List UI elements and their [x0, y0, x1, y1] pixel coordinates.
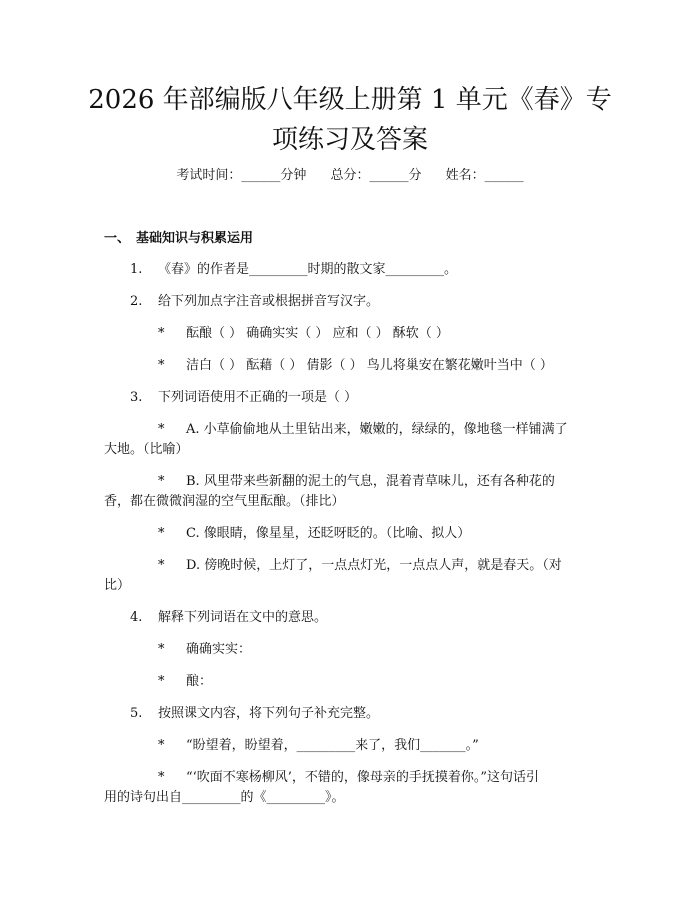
question-text: 下列词语使用不正确的一项是（ ） [158, 390, 358, 405]
question-text: 《春》的作者是_________时期的散文家_________。 [158, 262, 458, 277]
bullet-mark: * [158, 558, 165, 573]
bullet-item [158, 324, 449, 344]
question-number: 5. [130, 706, 143, 721]
question-3 [130, 388, 357, 408]
option-a-continued [104, 440, 189, 460]
bullet-text: 确确实实： [186, 642, 252, 657]
bullet-mark: * [158, 642, 165, 657]
question-1 [130, 260, 457, 280]
bullet-item [158, 356, 553, 376]
question-4 [130, 608, 327, 628]
option-text: B. 风里带来些新翻的泥土的气息，混着青草味儿，还有各种花的 [186, 474, 555, 489]
bullet-mark: * [158, 526, 165, 541]
bullet-item [158, 672, 212, 692]
bullet-item [158, 768, 539, 788]
bullet-item [158, 736, 479, 756]
option-text: C. 像眼睛，像星星，还眨呀眨的。（比喻、拟人） [186, 526, 471, 541]
bullet-text: 用的诗句出自_________的《_________》。 [104, 790, 345, 805]
bullet-mark: * [158, 738, 165, 753]
option-d [158, 556, 562, 576]
bullet-item-continued [104, 788, 345, 808]
exam-time: 考试时间：______分钟 [176, 168, 307, 183]
title-line-2: 项练习及答案 [271, 125, 428, 155]
bullet-text: 酿： [186, 674, 213, 689]
bullet-text: 酝酿（ ） 确确实实（ ） 应和（ ） 酥软（ ） [186, 326, 449, 341]
bullet-mark: * [158, 326, 165, 341]
option-d-continued [104, 576, 130, 596]
bullet-mark: * [158, 422, 165, 437]
option-b [158, 472, 555, 492]
exam-meta [0, 166, 700, 186]
question-text: 按照课文内容，将下列句子补充完整。 [158, 706, 380, 721]
bullet-mark: * [158, 770, 165, 785]
title-line-1: 2026 年部编版八年级上册第 1 单元《春》专 [88, 85, 612, 115]
section-heading [104, 229, 253, 249]
bullet-text: “‘吹面不寒杨柳风’，不错的，像母亲的手抚摸着你。”这句话引 [186, 770, 540, 785]
bullet-mark: * [158, 474, 165, 489]
option-text: A. 小草偷偷地从土里钻出来，嫩嫩的，绿绿的，像地毯一样铺满了 [186, 422, 568, 437]
bullet-item [158, 640, 251, 660]
question-5 [130, 704, 379, 724]
option-text: 香，都在微微润湿的空气里酝酿。（排比） [104, 494, 345, 509]
document-title [80, 80, 620, 160]
question-number: 1. [130, 262, 143, 277]
bullet-mark: * [158, 358, 165, 373]
option-a [158, 420, 568, 440]
section-title: 基础知识与积累运用 [136, 231, 254, 246]
bullet-mark: * [158, 674, 165, 689]
bullet-text: 洁白（ ） 酝藉（ ） 倩影（ ） 鸟儿将巢安在繁花嫩叶当中（ ） [186, 358, 553, 373]
section-number: 一、 [104, 231, 131, 246]
question-number: 2. [130, 294, 143, 309]
exam-score: 总分：______分 [330, 168, 422, 183]
option-b-continued [104, 492, 345, 512]
option-text: 大地。（比喻） [104, 442, 189, 457]
question-text: 解释下列词语在文中的意思。 [158, 610, 328, 625]
bullet-text: “盼望着，盼望着，_________来了，我们_______。” [186, 738, 479, 753]
question-number: 4. [130, 610, 143, 625]
option-text: D. 傍晚时候，上灯了，一点点灯光，一点点人声，就是春天。（对 [186, 558, 562, 573]
question-number: 3. [130, 390, 143, 405]
question-2 [130, 292, 379, 312]
question-text: 给下列加点字注音或根据拼音写汉字。 [158, 294, 380, 309]
option-c [158, 524, 470, 544]
option-text: 比） [104, 578, 131, 593]
student-name: 姓名：______ [445, 168, 524, 183]
